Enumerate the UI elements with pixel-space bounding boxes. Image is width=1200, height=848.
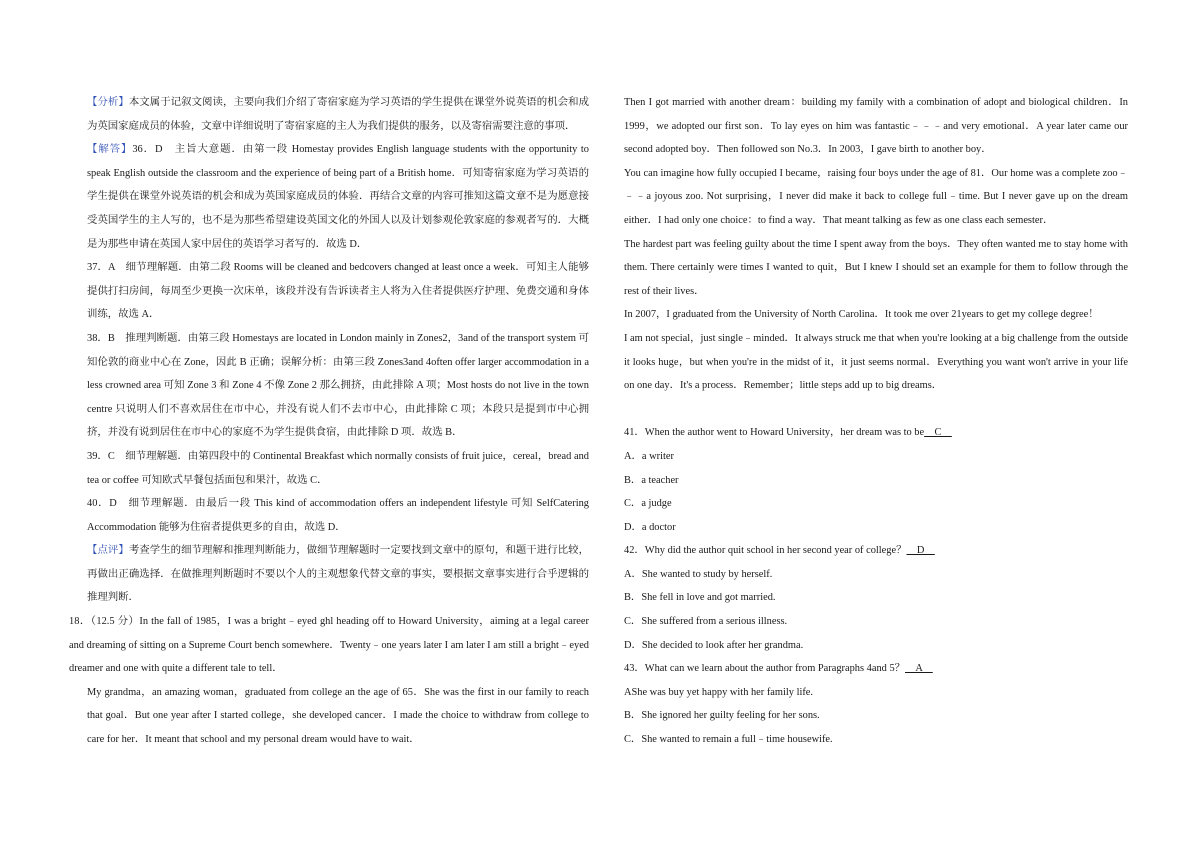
spacer xyxy=(624,398,1128,422)
question-43-option-a: AShe was buy yet happy with her family life. xyxy=(624,686,814,698)
solution-paragraph xyxy=(87,138,589,256)
question-41-option-a: A．a writer xyxy=(624,450,674,462)
question-43-option-c: C．She wanted to remain a full﹣time housewife. xyxy=(624,734,833,746)
question-41-option-b: B．a teacher xyxy=(624,474,679,486)
passage-paragraph-5: The hardest part was feeling guilty about the time I spent away from the boys．They often wanted me to stay home with them. There certainly were times I wanted to quit，But I knew I should set an example for them to follow through the rest of their lives． xyxy=(624,238,1128,297)
analysis-tag: 【分析】 xyxy=(87,97,129,108)
passage-paragraph-6: In 2007，I graduated from the University of North Carolina．It took me over 21years to get my college degree！ xyxy=(624,309,1099,321)
solution-text: 36．D 主旨大意题．由第一段 Homestay provides English language students with the opportunity to speak English outside the classroom and the experience of being part of a British home．可知寄宿家庭为学习英语的学生提供在课堂外说英语的机会和成为英国家庭成员的体验．再结合文章的内容可推知这篇文章不是为愿意接受英国学生的主人写的，也不是为那些希望建设英国文化的外国人以及计划参观伦敦家庭的参观者写的．大概是为那些申请在英国人家中居住的英语学习者写的．故选 D． xyxy=(87,144,589,250)
question-41-stem: 41．When the author went to Howard University，her dream was to be xyxy=(624,427,925,439)
question-42-option-d: D．She decided to look after her grandma. xyxy=(624,639,804,651)
answer-39: 39．C 细节理解题．由第四段中的 Continental Breakfast which normally consists of fruit juice，cereal，bread and tea or coffee 可知欧式早餐包括面包和果汁，故选 C． xyxy=(87,450,589,486)
question-42-stem: 42．Why did the author quit school in her second year of college？ xyxy=(624,545,907,557)
question-41-answer: C xyxy=(924,427,952,439)
passage-paragraph-4: You can imagine how fully occupied I became，raising four boys under the age of 81．Our home was a complete zoo﹣﹣﹣a joyous zoo. Not surprising，I never did make it back to college full﹣time. But I never gave up on the dream either．I had only one choice：to find a way．That meant talking as few as one class each semester． xyxy=(624,167,1128,226)
comment-paragraph xyxy=(87,539,589,610)
question-41-option-c: C．a judge xyxy=(624,498,672,510)
analysis-paragraph xyxy=(87,91,589,138)
answer-40: 40．D 细节理解题．由最后一段 This kind of accommodation offers an independent lifestyle 可知 SelfCatering Accommodation 能够为住宿者提供更多的自由，故选 D． xyxy=(87,498,589,533)
question-42-option-c: C．She suffered from a serious illness. xyxy=(624,616,788,628)
question-41 xyxy=(624,421,1128,445)
left-column xyxy=(69,91,589,752)
answer-38: 38．B 推理判断题．由第三段 Homestays are located in London mainly in Zones2，3and of the transport system 可知伦敦的商业中心在 Zone，因此 B 正确；误解分析：由第三段 Zones3and 4often offer larger accommodation in a less crowned area 可知 Zone 3 和 Zone 4 不像 Zone 2 那么拥挤，由此排除 A 项；Most hosts do not live in the town centre 只说明人们不喜欢居住在市中心，并没有说人们不去市中心，由此排除 C 项；本段只是提到市中心拥挤，并没有说到居住在市中心的家庭不为学生提供食宿，由此排除 D 项．故选 B． xyxy=(87,332,589,439)
analysis-text: 本文属于记叙文阅读，主要向我们介绍了寄宿家庭为学习英语的学生提供在课堂外说英语的机会和成为英国家庭成员的体验，文章中详细说明了寄宿家庭的主人为我们提供的服务，以及寄宿需要注意的事项． xyxy=(87,97,589,132)
question-43-answer: A xyxy=(905,663,933,675)
question-43-stem: 43．What can we learn about the author from Paragraphs 4and 5？ xyxy=(624,663,906,675)
passage-paragraph-2: My grandma，an amazing woman，graduated from college an the age of 65．She was the first in our family to reach that goal．But one year after I started college，she developed cancer．I made the choice to withdraw from college to care for her．It meant that school and my personal dream would have to wait． xyxy=(87,686,589,746)
answer-37: 37．A 细节理解题．由第二段 Rooms will be cleaned and bedcovers changed at least once a week．可知主人能够提供打扫房间，每周至少更换一次床单，该段并没有告诉读者主人将为入住者提供医疗护理、免费交通和身体训练，故选 A． xyxy=(87,262,589,321)
comment-tag: 【点评】 xyxy=(87,545,129,557)
passage-paragraph-3: Then I got married with another dream：building my family with a combination of adopt and biological children．In 1999，we adopted our first son．To lay eyes on him was fantastic﹣﹣﹣and very emotional．A year later came our second adopted boy．Then followed son No.3．In 2003，I gave birth to another boy． xyxy=(624,97,1128,156)
question-41-option-d: D．a doctor xyxy=(624,521,676,533)
passage-paragraph-7: I am not special，just single﹣minded．It always struck me that when you're looking at a big challenge from the outside it looks huge，but when you're in the midst of it，it just seems normal．Everything you want won't arrive in your life on one day．It's a process．Remember；little steps add up to big dreams． xyxy=(624,332,1128,392)
question-43 xyxy=(624,657,1128,681)
comment-text: 考查学生的细节理解和推理判断能力，做细节理解题时一定要找到文章中的原句，和题干进行比较，再做出正确选择．在做推理判断题时不要以个人的主观想象代替文章的事实，要根据文章事实进行合乎逻辑的推理判断． xyxy=(87,545,589,604)
question-43-option-b: B．She ignored her guilty feeling for her sons. xyxy=(624,710,820,722)
question-42 xyxy=(624,539,1128,563)
question-42-option-b: B．She fell in love and got married. xyxy=(624,592,776,604)
question-18-passage: 18．（12.5 分）In the fall of 1985，I was a bright﹣eyed ghl heading off to Howard University，aiming at a legal career and dreaming of sitting on a Supreme Court bench somewhere．Twenty﹣one years later I am later I am still a bright﹣eyed dreamer and one with quite a different tale to tell． xyxy=(69,616,589,675)
question-42-answer: D xyxy=(906,545,935,557)
solution-tag: 【解答】 xyxy=(87,144,133,156)
question-42-option-a: A．She wanted to study by herself. xyxy=(624,568,773,580)
right-column xyxy=(624,91,1128,752)
